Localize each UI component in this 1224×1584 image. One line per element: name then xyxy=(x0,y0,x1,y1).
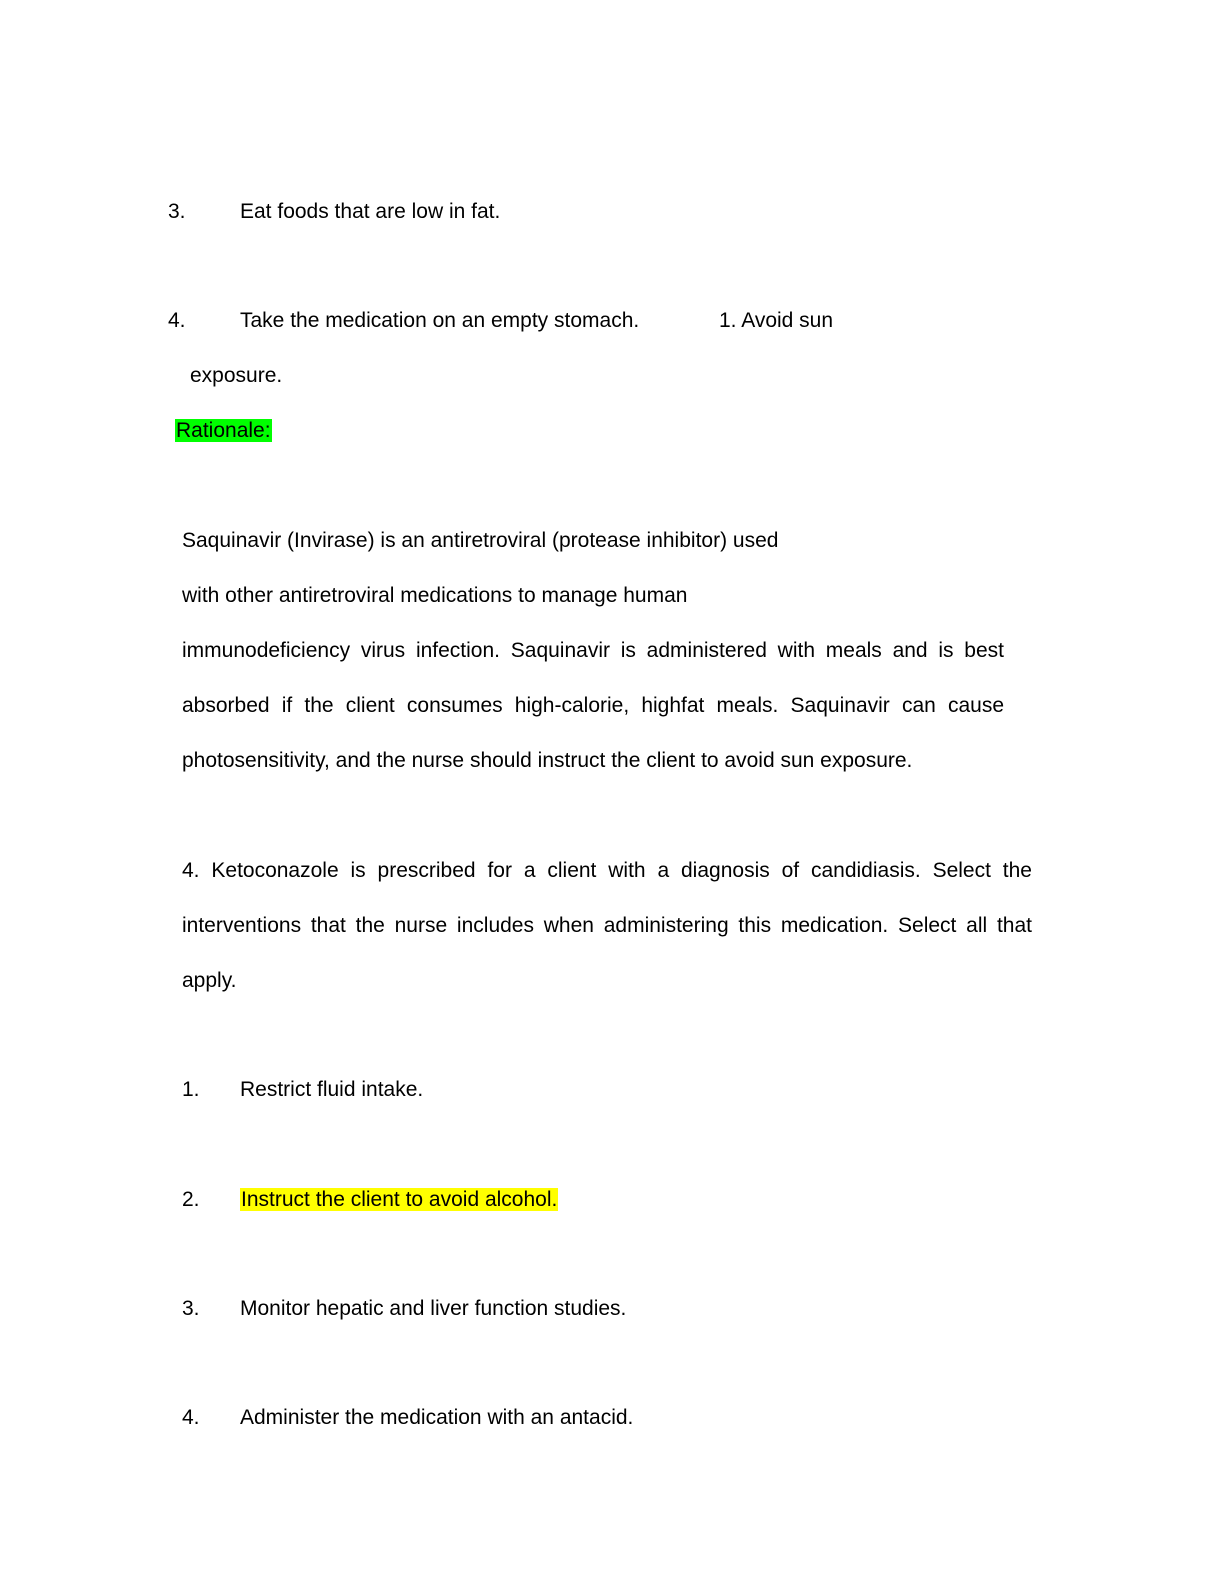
rationale-line-4-text: absorbed if the client consumes high-calorie, highfat meals. Saquinavir can cause xyxy=(182,694,1004,717)
option-text-1: Restrict fluid intake. xyxy=(240,1078,424,1101)
prev-option-text-4: Take the medication on an empty stomach. xyxy=(240,309,640,332)
rationale-label xyxy=(175,418,272,444)
option-number-1: 1. xyxy=(182,1078,200,1101)
option-number-4: 4. xyxy=(182,1406,200,1429)
option-text-3: Monitor hepatic and liver function studies. xyxy=(240,1297,627,1320)
rationale-line-3 xyxy=(182,638,1004,664)
question-line-1 xyxy=(182,858,1032,884)
question-line-1-text: 4. Ketoconazole is prescribed for a client with a diagnosis of candidiasis. Select the xyxy=(182,859,1032,882)
option-number-2: 2. xyxy=(182,1188,200,1211)
option-number-3: 3. xyxy=(182,1297,200,1320)
question-line-2-text: interventions that the nurse includes when administering this medication. Select all that xyxy=(182,914,1032,937)
prev-option-number-3: 3. xyxy=(168,200,186,223)
rationale-line-4 xyxy=(182,693,1004,719)
rationale-label-text: Rationale: xyxy=(176,419,271,442)
option-text-2-wrapper xyxy=(240,1187,558,1213)
rationale-line-1: Saquinavir (Invirase) is an antiretroviral (protease inhibitor) used xyxy=(182,529,779,552)
answer-inline: 1. Avoid sun xyxy=(719,309,834,332)
rationale-line-2: with other antiretroviral medications to manage human xyxy=(182,584,688,607)
prev-option-number-4: 4. xyxy=(168,309,186,332)
question-line-3: apply. xyxy=(182,969,237,992)
option-text-4: Administer the medication with an antacid. xyxy=(240,1406,634,1429)
answer-continuation: exposure. xyxy=(190,364,283,387)
option-text-2-highlighted: Instruct the client to avoid alcohol. xyxy=(241,1188,558,1211)
rationale-line-3-text: immunodeficiency virus infection. Saquinavir is administered with meals and is best xyxy=(182,639,1004,662)
rationale-line-5: photosensitivity, and the nurse should instruct the client to avoid sun exposure. xyxy=(182,749,913,772)
question-line-2 xyxy=(182,913,1032,939)
prev-option-text-3: Eat foods that are low in fat. xyxy=(240,200,501,223)
